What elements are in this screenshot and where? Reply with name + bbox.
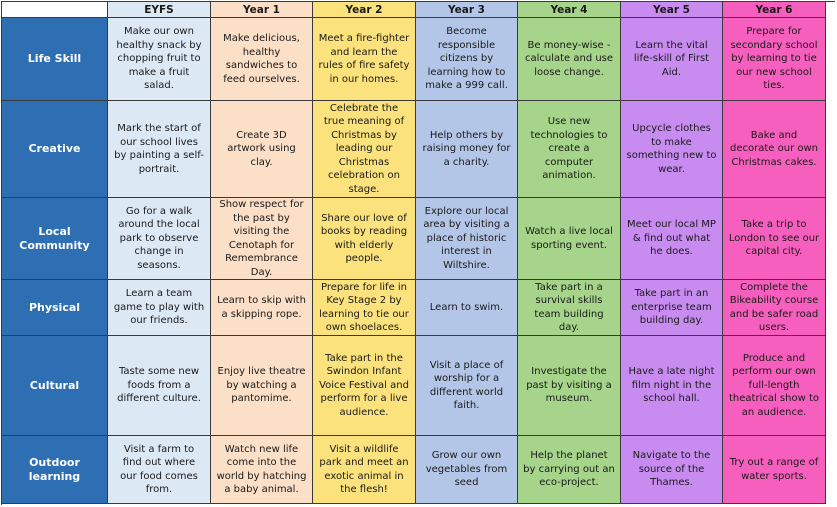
table-cell: Prepare for life in Key Stage 2 by learning to tie our own shoelaces. (313, 280, 416, 336)
table-cell: Take part in a survival skills team building day. (518, 280, 621, 336)
table-cell: Visit a farm to find out where our food comes from. (108, 436, 211, 504)
table-cell: Show respect for the past by visiting the Cenotaph for Remembrance Day. (211, 198, 313, 280)
table-cell: Take part in an enterprise team building day. (621, 280, 723, 336)
table-cell: Have a late night film night in the school hall. (621, 336, 723, 436)
table-cell: Explore our local area by visiting a place of historic interest in Wiltshire. (416, 198, 518, 280)
table-cell: Taste some new foods from a different culture. (108, 336, 211, 436)
table-cell: Mark the start of our school lives by painting a self-portrait. (108, 101, 211, 198)
table-cell: Produce and perform our own full-length theatrical show to an audience. (723, 336, 826, 436)
table-cell: Use new technologies to create a computer animation. (518, 101, 621, 198)
row-header-local-community: Local Community (2, 198, 108, 280)
row-header-physical: Physical (2, 280, 108, 336)
table-cell: Enjoy live theatre by watching a pantomime. (211, 336, 313, 436)
corner-cell (2, 2, 108, 18)
table-cell: Learn a team game to play with our friends. (108, 280, 211, 336)
table-cell: Watch a live local sporting event. (518, 198, 621, 280)
table-cell: Meet our local MP & find out what he does. (621, 198, 723, 280)
activity-grid (1, 1, 835, 505)
column-header-year-3: Year 3 (416, 2, 518, 18)
table-cell: Learn the vital life-skill of First Aid. (621, 18, 723, 101)
table-cell: Try out a range of water sports. (723, 436, 826, 504)
row-header-life-skill: Life Skill (2, 18, 108, 101)
table-cell: Bake and decorate our own Christmas cakes. (723, 101, 826, 198)
table-cell: Help others by raising money for a charity. (416, 101, 518, 198)
row-header-creative: Creative (2, 101, 108, 198)
table-cell: Grow our own vegetables from seed (416, 436, 518, 504)
table-cell: Watch new life come into the world by hatching a baby animal. (211, 436, 313, 504)
table-cell: Visit a wildlife park and meet an exotic animal in the flesh! (313, 436, 416, 504)
table-cell: Learn to swim. (416, 280, 518, 336)
table-cell: Learn to skip with a skipping rope. (211, 280, 313, 336)
row-header-outdoor-learning: Outdoor learning (2, 436, 108, 504)
column-header-year-2: Year 2 (313, 2, 416, 18)
column-header-year-1: Year 1 (211, 2, 313, 18)
column-header-year-5: Year 5 (621, 2, 723, 18)
table-cell: Go for a walk around the local park to observe change in seasons. (108, 198, 211, 280)
table-cell: Create 3D artwork using clay. (211, 101, 313, 198)
table-cell: Visit a place of worship for a different world faith. (416, 336, 518, 436)
table-cell: Help the planet by carrying out an eco-project. (518, 436, 621, 504)
table-cell: Take part in the Swindon Infant Voice Festival and perform for a live audience. (313, 336, 416, 436)
table-cell: Take a trip to London to see our capital city. (723, 198, 826, 280)
column-header-year-6: Year 6 (723, 2, 826, 18)
table-cell: Celebrate the true meaning of Christmas by leading our Christmas celebration on stage. (313, 101, 416, 198)
table-cell: Prepare for secondary school by learning to tie our new school ties. (723, 18, 826, 101)
table-cell: Make delicious, healthy sandwiches to feed ourselves. (211, 18, 313, 101)
column-header-eyfs: EYFS (108, 2, 211, 18)
table-cell: Make our own healthy snack by chopping fruit to make a fruit salad. (108, 18, 211, 101)
table-cell: Upcycle clothes to make something new to wear. (621, 101, 723, 198)
table-cell: Complete the Bikeability course and be safer road users. (723, 280, 826, 336)
column-header-year-4: Year 4 (518, 2, 621, 18)
table-cell: Be money-wise - calculate and use loose change. (518, 18, 621, 101)
row-header-cultural: Cultural (2, 336, 108, 436)
table-cell: Become responsible citizens by learning how to make a 999 call. (416, 18, 518, 101)
table-cell: Navigate to the source of the Thames. (621, 436, 723, 504)
table-cell: Investigate the past by visiting a museum. (518, 336, 621, 436)
table-cell: Share our love of books by reading with elderly people. (313, 198, 416, 280)
table-cell: Meet a fire-fighter and learn the rules of fire safety in our homes. (313, 18, 416, 101)
